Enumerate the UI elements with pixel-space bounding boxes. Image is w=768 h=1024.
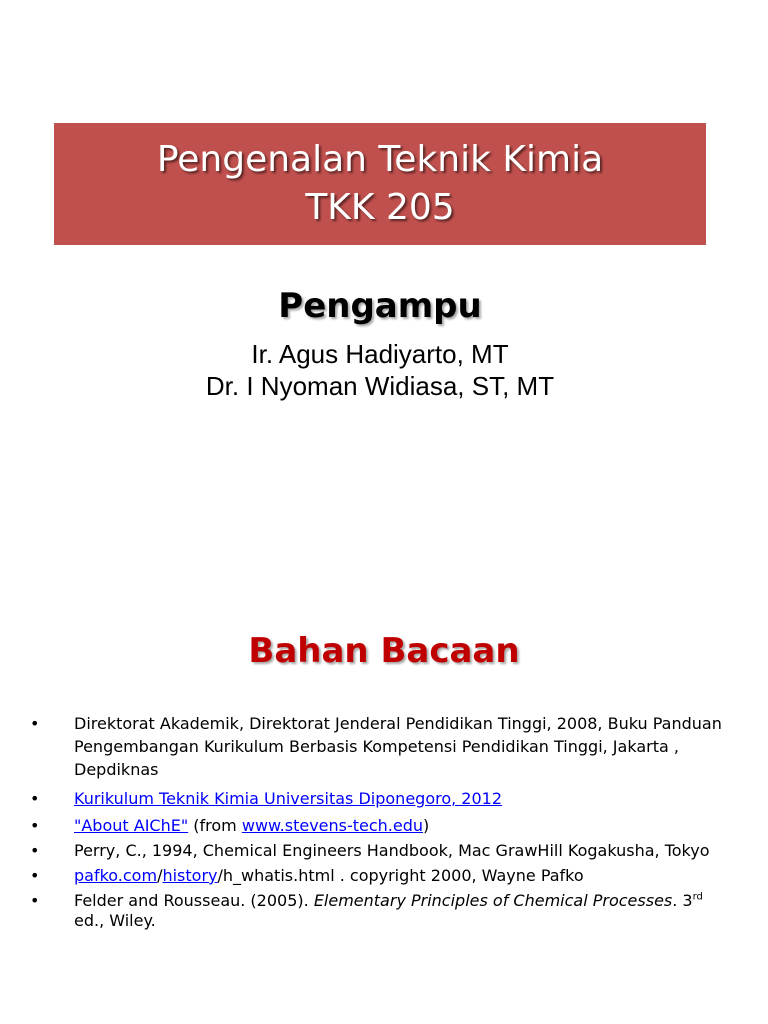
lecturer-name: Dr. I Nyoman Widiasa, ST, MT: [205, 371, 555, 401]
reference-link[interactable]: "About AIChE": [74, 816, 189, 835]
pengampu-heading: Pengampu: [278, 286, 482, 326]
reference-link[interactable]: www.stevens-tech.edu: [241, 816, 424, 835]
list-item: [30, 712, 730, 781]
bullet: •: [30, 816, 40, 835]
reference-text: Felder and Rousseau. (2005).: [74, 891, 314, 910]
bullet: •: [30, 789, 40, 808]
title-banner: [54, 123, 706, 245]
list-item: [30, 866, 730, 886]
reference-text: Direktorat Akademik, Direktorat Jenderal Pendidikan Tinggi, 2008, Buku Panduan Pengembangan Kurikulum Berbasis Kompetensi Pendidikan Tinggi, Jakarta , Depdiknas: [74, 714, 722, 779]
reference-text: /: [157, 866, 163, 885]
list-item: [30, 891, 730, 931]
reference-text: (from: [188, 816, 242, 835]
reference-link[interactable]: pafko.com: [74, 866, 158, 885]
course-code: TKK 205: [305, 187, 455, 228]
course-title: Pengenalan Teknik Kimia: [156, 139, 604, 180]
bullet: •: [30, 866, 40, 885]
lecturer-list: [0, 338, 760, 402]
list-item: [30, 816, 730, 836]
bullet: •: [30, 714, 40, 733]
reference-text: /h_whatis.html . copyright 2000, Wayne Pafko: [217, 866, 584, 885]
bullet: •: [30, 891, 40, 910]
reference-list: [30, 712, 730, 936]
bahan-bacaan-heading: Bahan Bacaan: [248, 631, 520, 671]
superscript: rd: [692, 891, 703, 903]
reference-text: ed., Wiley.: [74, 911, 156, 930]
reference-text: Perry, C., 1994, Chemical Engineers Handbook, Mac GrawHill Kogakusha, Tokyo: [74, 841, 710, 860]
bullet: •: [30, 841, 40, 860]
reference-text: ): [423, 816, 430, 835]
lecturer-name: Ir. Agus Hadiyarto, MT: [251, 339, 509, 369]
reference-title: Elementary Principles of Chemical Processes: [313, 891, 673, 910]
reference-link[interactable]: history: [162, 866, 218, 885]
reference-link[interactable]: Kurikulum Teknik Kimia Universitas Diponegoro, 2012: [74, 789, 503, 808]
list-item: [30, 787, 730, 810]
list-item: [30, 841, 730, 861]
reference-text: . 3: [672, 891, 693, 910]
